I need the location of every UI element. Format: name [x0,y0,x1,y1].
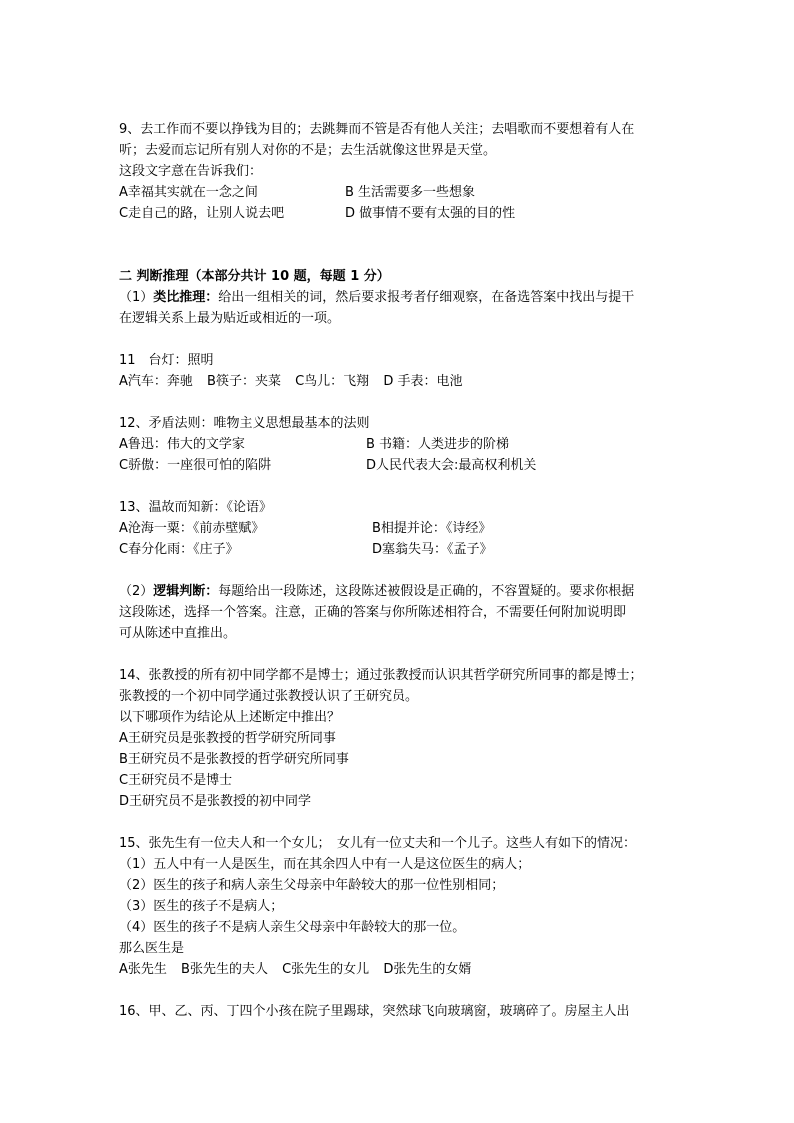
q13-options-row2 [119,539,679,560]
q13-stem: 13、温故而知新：《论语》 [119,500,273,515]
logic-intro-line2: 这段陈述，选择一个答案。注意，正确的答案与你所陈述相符合，不需要任何附加说明即 [119,605,627,620]
q13-options-row1 [119,518,679,539]
q11-options [119,371,679,392]
analogy-intro-line1 [119,287,679,308]
q9-prompt: 这段文字意在告诉我们： [119,164,263,179]
q12-option-b: B 书籍：人类进步的阶梯 [366,437,510,452]
q13-option-d: D塞翁失马：《孟子》 [372,542,493,557]
q14-option-c: C王研究员不是博士 [119,773,233,788]
q15-condition-4: （4）医生的孩子不是病人亲生父母亲中年龄较大的那一位。 [119,920,466,935]
q14-stem-line1: 14、张教授的所有初中同学都不是博士；通过张教授而认识其哲学研究所同事的都是博士； [119,668,643,683]
logic-text: 每题给出一段陈述，这段陈述被假设是正确的，不容置疑的。要求你根据 [218,584,635,599]
q16-stem-line1: 16、甲、乙、丙、丁四个小孩在院子里踢球，突然球飞向玻璃窗，玻璃碎了。房屋主人出 [119,1004,630,1019]
q14-prompt: 以下哪项作为结论从上述断定中推出？ [119,710,341,725]
document-page [119,119,679,1022]
q12-stem: 12、矛盾法则：唯物主义思想最基本的法则 [119,416,370,431]
q9-option-a: A幸福其实就在一念之间 [119,185,258,200]
q15-condition-1: （1）五人中有一人是医生，而在其余四人中有一人是这位医生的病人； [119,857,531,872]
q9-option-c: C走自己的路，让别人说去吧 [119,206,285,221]
q9-options-row1 [119,182,679,203]
q11-option-c: C鸟儿：飞翔 [295,374,370,389]
q12-option-a: A鲁迅：伟大的文学家 [119,437,245,452]
q11-option-a: A汽车：奔驰 [119,374,193,389]
q13-option-a: A沧海一粟：《前赤壁赋》 [119,521,265,536]
q12-options-row1 [119,434,679,455]
analogy-text: 给出一组相关的词，然后要求报考者仔细观察，在备选答案中找出与提干 [218,290,635,305]
analogy-intro-line2: 在逻辑关系上最为贴近或相近的一项。 [119,311,341,326]
logic-intro-line1 [119,581,679,602]
q13-option-b: B相提并论：《诗经》 [372,521,492,536]
q15-option-d: D张先生的女婿 [383,962,472,977]
q9-stem-line1: 9、去工作而不要以挣钱为目的；去跳舞而不管是否有他人关注；去唱歌而不要想着有人在 [119,122,635,137]
q9-options-row2 [119,203,679,224]
analogy-label: 类比推理： [153,290,219,305]
q14-option-a: A王研究员是张教授的哲学研究所同事 [119,731,336,746]
section-heading: 二 判断推理（本部分共计 10 题，每题 1 分） [119,269,390,284]
logic-label: 逻辑判断： [153,584,219,599]
q9-option-d: D 做事情不要有太强的目的性 [345,206,516,221]
q15-condition-2: （2）医生的孩子和病人亲生父母亲中年龄较大的那一位性别相同； [119,878,505,893]
q15-options [119,959,679,980]
logic-intro-line3: 可从陈述中直推出。 [119,626,237,641]
analogy-number: （1） [119,290,154,305]
q14-option-b: B王研究员不是张教授的哲学研究所同事 [119,752,349,767]
q9-option-b: B 生活需要多一些想象 [345,185,476,200]
q15-option-b: B张先生的夫人 [181,962,268,977]
q12-option-c: C骄傲：一座很可怕的陷阱 [119,458,272,473]
q15-condition-3: （3）医生的孩子不是病人； [119,899,284,914]
q11-stem: 11 台灯：照明 [119,353,214,368]
q11-option-b: B筷子：夹菜 [207,374,281,389]
q15-stem: 15、张先生有一位夫人和一个女儿； 女儿有一位丈夫和一个儿子。这些人有如下的情况： [119,836,637,851]
q12-options-row2 [119,455,679,476]
q15-prompt: 那么医生是 [119,941,185,956]
q14-option-d: D王研究员不是张教授的初中同学 [119,794,312,809]
q13-option-c: C春分化雨：《庄子》 [119,542,239,557]
q15-option-c: C张先生的女儿 [282,962,370,977]
q14-stem-line2: 张教授的一个初中同学通过张教授认识了王研究员。 [119,689,419,704]
q11-option-d: D 手表：电池 [383,374,463,389]
q15-option-a: A张先生 [119,962,167,977]
q12-option-d: D人民代表大会:最高权利机关 [366,458,537,473]
q9-stem-line2: 听；去爱而忘记所有别人对你的不是；去生活就像这世界是天堂。 [119,143,497,158]
logic-number: （2） [119,584,154,599]
